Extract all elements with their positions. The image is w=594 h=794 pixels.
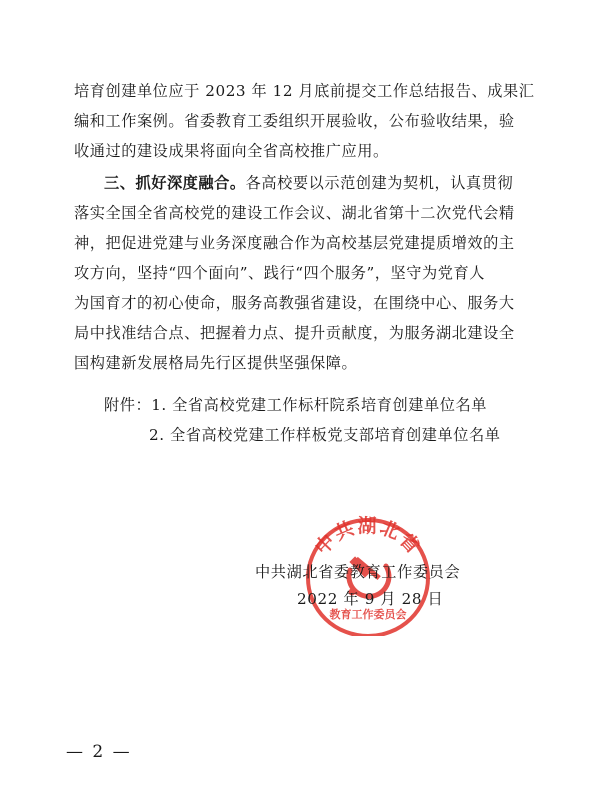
attachment-line: [104, 395, 487, 415]
attachment-label: 附件：: [104, 396, 152, 414]
attachment-item: 1. 全省高校党建工作标杆院系培育创建单位名单: [151, 396, 487, 414]
signature-date: 2022 年 9 月 28 日: [297, 590, 444, 608]
seal-top-text: 中共湖北省: [310, 515, 426, 560]
body-line: 编和工作案例。省委教育工委组织开展验收，公布验收结果，验: [74, 112, 515, 130]
section-heading: 三、抓好深度融合。: [104, 174, 246, 192]
seal-bottom-text: 教育工作委员会: [329, 608, 407, 621]
body-line: 神，把促进党建与业务深度融合作为高校基层党建提质增效的主: [74, 234, 515, 252]
body-line: 收通过的建设成果将面向全省高校推广应用。: [74, 142, 389, 160]
body-line: [104, 173, 513, 193]
body-line: 攻方向，坚持“四个面向”、践行“四个服务”，坚守为党育人: [74, 264, 485, 282]
page-number: — 2 —: [66, 742, 132, 762]
body-line: 落实全国全省高校党的建设工作会议、湖北省第十二次党代会精: [74, 204, 515, 222]
body-line: 国构建新发展格局先行区提供坚强保障。: [74, 354, 358, 372]
body-line: 为国育才的初心使命，服务高教强省建设，在围绕中心、服务大: [74, 294, 515, 312]
body-line: 培育创建单位应于 2023 年 12 月底前提交工作总结报告、成果汇: [74, 82, 535, 100]
attachment-item: 2. 全省高校党建工作样板党支部培育创建单位名单: [149, 426, 501, 444]
body-line: 局中找准结合点、把握着力点、提升贡献度，为服务湖北建设全: [74, 324, 515, 342]
signature-org: 中共湖北省委教育工作委员会: [255, 563, 461, 581]
body-text: 各高校要以示范创建为契机，认真贯彻: [245, 174, 514, 192]
